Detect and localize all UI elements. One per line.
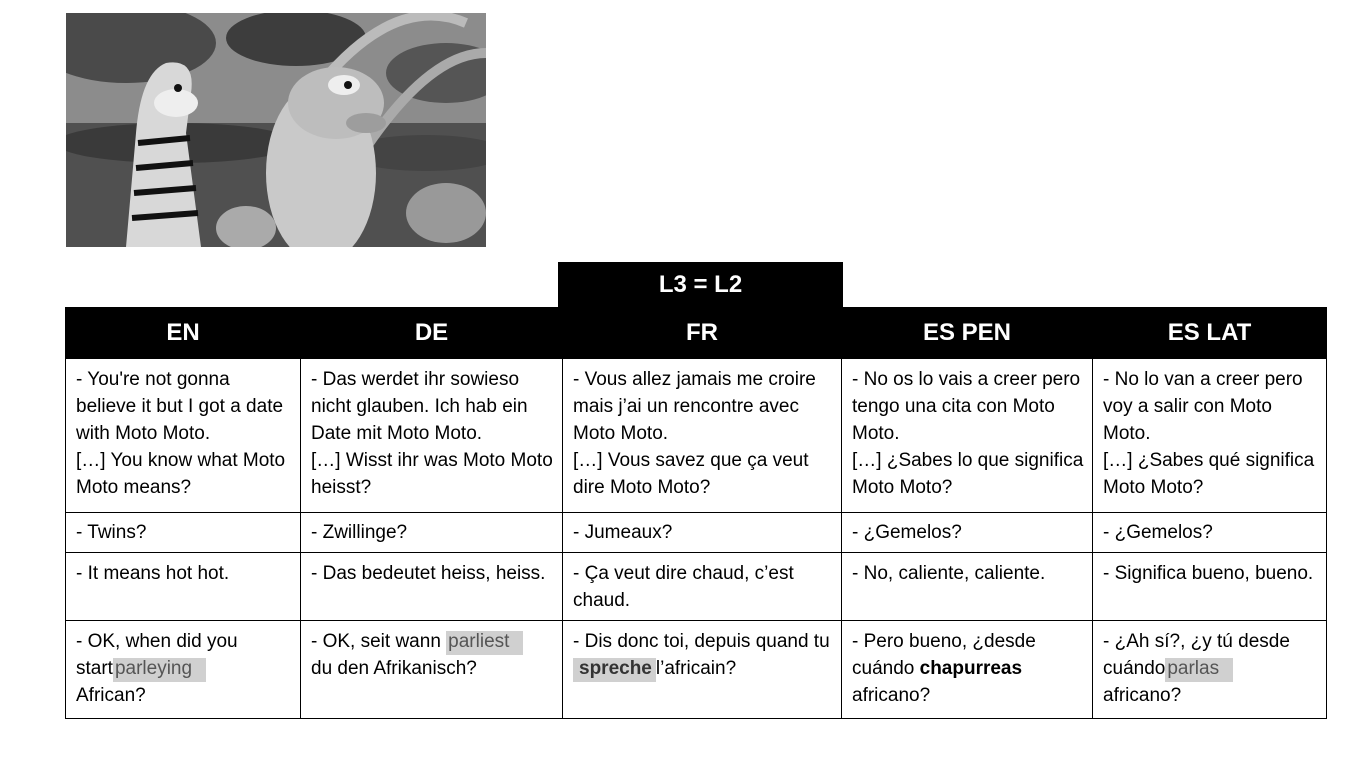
cell-fr: - Vous allez jamais me croire mais j’ai un rencontre avec Moto Moto. […] Vous savez que ça veut dire Moto Moto? (563, 359, 842, 513)
column-header-es-pen: ES PEN (842, 308, 1093, 359)
cell-en: - You're not gonna believe it but I got a date with Moto Moto. […] You know what Moto Moto means? (66, 359, 301, 513)
highlighted-word: parleying (113, 658, 206, 682)
cell-fr: - Dis donc toi, depuis quand tu spreche l’africain? (563, 621, 842, 719)
cell-de: - Zwillinge? (301, 513, 563, 553)
subtitle-comparison-table (65, 307, 1327, 719)
highlighted-word: spreche (573, 658, 656, 682)
cell-de: - OK, seit wann parliest du den Afrikanisch? (301, 621, 563, 719)
column-header-de: DE (301, 308, 563, 359)
cell-es-pen: - ¿Gemelos? (842, 513, 1093, 553)
cell-en: - Twins? (66, 513, 301, 553)
bold-word: chapurreas (919, 658, 1023, 679)
column-header-fr: FR (563, 308, 842, 359)
cell-es-lat: - ¿Gemelos? (1093, 513, 1327, 553)
column-header-en: EN (66, 308, 301, 359)
cell-es-lat: - Significa bueno, bueno. (1093, 553, 1327, 621)
header-row (66, 308, 1327, 359)
cell-es-pen: - No, caliente, caliente. (842, 553, 1093, 621)
column-header-es-lat: ES LAT (1093, 308, 1327, 359)
cell-de: - Das werdet ihr sowieso nicht glauben. Ich hab ein Date mit Moto Moto. […] Wisst ihr was Moto Moto heisst? (301, 359, 563, 513)
cell-es-lat: - No lo van a creer pero voy a salir con Moto Moto. […] ¿Sabes qué significa Moto Moto? (1093, 359, 1327, 513)
movie-still-image (66, 13, 486, 247)
cell-en: - It means hot hot. (66, 553, 301, 621)
cell-es-lat: - ¿Ah sí?, ¿y tú desde cuándo parlas africano? (1093, 621, 1327, 719)
table-row (66, 513, 1327, 553)
cell-en: - OK, when did you start parleying African? (66, 621, 301, 719)
highlighted-word: parlas (1165, 658, 1233, 682)
top-header-l3-equals-l2: L3 = L2 (558, 262, 843, 308)
table-row (66, 359, 1327, 513)
cell-fr: - Jumeaux? (563, 513, 842, 553)
cell-es-pen: - Pero bueno, ¿desde cuándo chapurreas africano? (842, 621, 1093, 719)
highlighted-word: parliest (446, 631, 523, 655)
cell-es-pen: - No os lo vais a creer pero tengo una cita con Moto Moto. […] ¿Sabes lo que significa Moto Moto? (842, 359, 1093, 513)
table-row (66, 621, 1327, 719)
table-row (66, 553, 1327, 621)
cell-de: - Das bedeutet heiss, heiss. (301, 553, 563, 621)
cell-fr: - Ça veut dire chaud, c’est chaud. (563, 553, 842, 621)
